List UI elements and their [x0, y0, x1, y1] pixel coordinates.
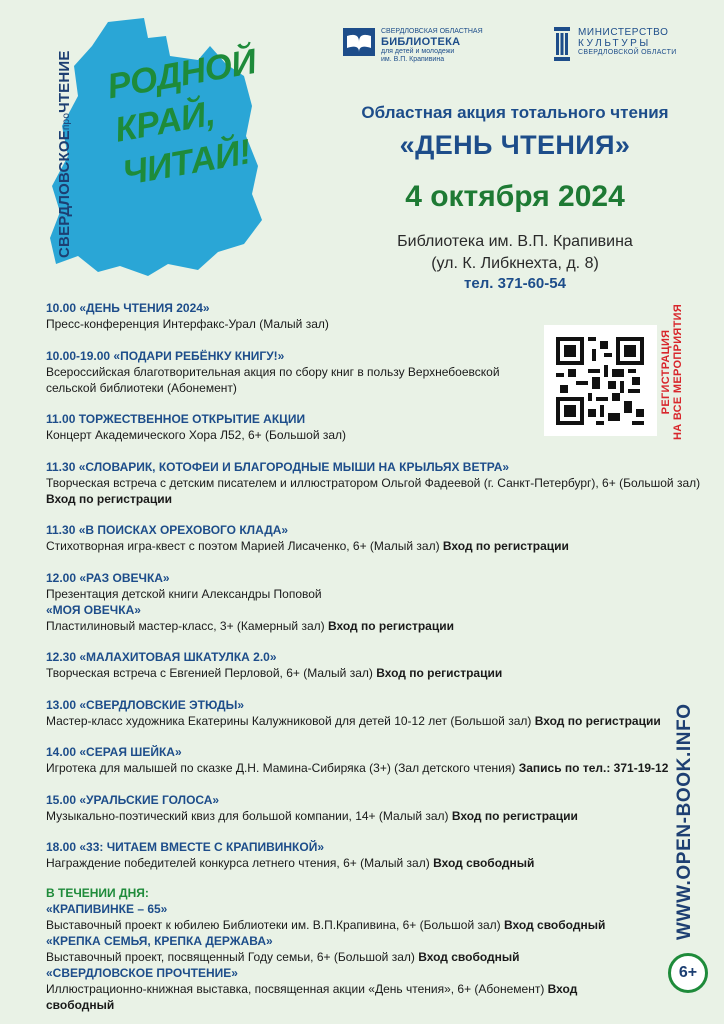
open-book-icon — [343, 28, 375, 56]
event-time-title: 11.00 ТОРЖЕСТВЕННОЕ ОТКРЫТИЕ АКЦИИ — [46, 412, 306, 426]
ministry-line-3: СВЕРДЛОВСКОЙ ОБЛАСТИ — [578, 49, 677, 56]
during-day-section — [46, 885, 646, 1013]
exhibit-desc: Выставочный проект к юбилею Библиотеки им. В.П.Крапивина, 6+ (Большой зал) — [46, 918, 501, 932]
slogan-line-2: КРАЙ, — [111, 93, 218, 150]
list-item — [46, 839, 706, 871]
slogan — [104, 40, 275, 196]
slogan-line-3: ЧИТАЙ! — [119, 132, 254, 194]
library-line-3: для детей и молодежи — [381, 48, 455, 55]
event-desc: Концерт Академического Хора Л52, 6+ (Большой зал) — [46, 428, 347, 442]
registration-label: Вход по регистрации — [451, 809, 578, 823]
event-desc-line-2: сельской библиотеки (Абонемент) — [46, 381, 237, 395]
ministry-line-1: МИНИСТЕРСТВО — [578, 27, 669, 38]
event-title: «ДЕНЬ ЧТЕНИЯ» — [399, 130, 631, 160]
registration-label: Вход по регистрации — [442, 539, 569, 553]
venue-phone: тел. 371-60-54 — [464, 275, 566, 292]
venue-address: (ул. К. Либкнехта, д. 8) — [431, 255, 599, 272]
library-line-2: БИБЛИОТЕКА — [381, 36, 461, 48]
list-item — [46, 300, 706, 332]
event-desc: Игротека для малышей по сказке Д.Н. Мамина-Сибиряка (3+) (Зал детского чтения) — [46, 761, 516, 775]
event-time-title: 11.30 «СЛОВАРИК, КОТОФЕИ И БЛАГОРОДНЫЕ МЫШИ НА КРЫЛЬЯХ ВЕТРА» — [46, 460, 510, 474]
event-time-title: 10.00 «ДЕНЬ ЧТЕНИЯ 2024» — [46, 301, 210, 315]
event-time-title: 18.00 «33: ЧИТАЕМ ВМЕСТЕ С КРАПИВИНКОЙ» — [46, 840, 324, 854]
library-line-1: СВЕРДЛОВСКАЯ ОБЛАСТНАЯ — [381, 28, 483, 35]
exhibit-desc: Выставочный проект, посвященный Году семьи, 6+ (Большой зал) — [46, 950, 415, 964]
event-time-title: 14.00 «СЕРАЯ ШЕЙКА» — [46, 745, 182, 759]
during-day-heading: В ТЕЧЕНИИ ДНЯ: — [46, 886, 149, 900]
event-time-title: 12.00 «РАЗ ОВЕЧКА» — [46, 571, 170, 585]
list-item — [46, 792, 706, 824]
event-desc: Стихотворная игра-квест с поэтом Марией Лисаченко, 6+ (Малый зал) — [46, 539, 440, 553]
event-desc: Награждение победителей конкурса летнего чтения, 6+ (Малый зал) — [46, 856, 430, 870]
vertical-brand-small: про — [61, 112, 72, 131]
event-time-title: 11.30 «В ПОИСКАХ ОРЕХОВОГО КЛАДА» — [46, 523, 289, 537]
list-item — [46, 570, 706, 634]
event-date: 4 октября 2024 — [405, 180, 625, 213]
registration-label: Вход по регистрации — [534, 714, 661, 728]
list-item — [46, 697, 706, 729]
ministry-line-2: КУЛЬТУРЫ — [578, 38, 651, 49]
event-time-title: 13.00 «СВЕРДЛОВСКИЕ ЭТЮДЫ» — [46, 698, 244, 712]
venue-name: Библиотека им. В.П. Крапивина — [397, 233, 633, 250]
website-link[interactable]: WWW.OPEN-BOOK.INFO — [674, 703, 695, 940]
event-desc-2: Пластилиновый мастер-класс, 3+ (Камерный зал) — [46, 619, 325, 633]
exhibit-title: «КРАПИВИНКЕ – 65» — [46, 902, 168, 916]
list-item — [46, 744, 706, 776]
event-desc: Мастер-класс художника Екатерины Калужниковой для детей 10-12 лет (Большой зал) — [46, 714, 532, 728]
list-item — [46, 348, 706, 396]
free-entry-label: Вход свободный — [418, 950, 520, 964]
free-entry-label: Вход свободный — [504, 918, 606, 932]
vertical-brand-title: СВЕРДЛОВСКОЕпроЧТЕНИЕ — [56, 50, 73, 258]
registration-label: Вход по регистрации — [376, 666, 503, 680]
event-desc: Пресс-конференция Интерфакс-Урал (Малый зал) — [46, 317, 329, 331]
registration-label: Вход по регистрации — [327, 619, 454, 633]
ministry-logo — [552, 27, 677, 61]
event-desc: Презентация детской книги Александры Поповой — [46, 587, 322, 601]
library-line-4: им. В.П. Крапивина — [381, 56, 445, 63]
registration-note: РЕГИСТРАЦИЯ НА ВСЕ МЕРОПРИЯТИЯ — [660, 303, 684, 440]
event-desc: Творческая встреча с детским писателем и иллюстратором Ольгой Фадеевой (г. Санкт-Петербург), 6+ (Большой зал) — [46, 476, 701, 490]
library-logo — [343, 28, 483, 64]
list-item — [46, 459, 706, 507]
list-item — [46, 649, 706, 681]
list-item — [46, 522, 706, 554]
event-desc: Музыкально-поэтический квиз для большой компании, 14+ (Малый зал) — [46, 809, 449, 823]
phone-booking-label: Запись по тел.: 371-19-12 — [518, 761, 669, 775]
event-subtitle-title: «МОЯ ОВЕЧКА» — [46, 603, 141, 617]
free-entry-label: Вход свободный — [46, 982, 578, 1012]
exhibit-title: «КРЕПКА СЕМЬЯ, КРЕПКА ДЕРЖАВА» — [46, 934, 273, 948]
event-time-title: 12.30 «МАЛАХИТОВАЯ ШКАТУЛКА 2.0» — [46, 650, 277, 664]
event-time-title: 15.00 «УРАЛЬСКИЕ ГОЛОСА» — [46, 793, 220, 807]
exhibit-title: «СВЕРДЛОВСКОЕ ПРОЧТЕНИЕ» — [46, 966, 238, 980]
list-item — [46, 411, 706, 443]
event-subtitle: Областная акция тотального чтения — [361, 103, 669, 122]
age-rating-badge: 6+ — [668, 953, 708, 993]
slogan-line-1: РОДНОЙ — [104, 41, 259, 107]
event-time-title: 10.00-19.00 «ПОДАРИ РЕБЁНКУ КНИГУ!» — [46, 349, 285, 363]
event-desc: Творческая встреча с Евгенией Перловой, 6+ (Малый зал) — [46, 666, 373, 680]
exhibit-desc: Иллюстрационно-книжная выставка, посвященная акции «День чтения», 6+ (Абонемент) — [46, 982, 545, 996]
registration-label: Вход по регистрации — [46, 492, 172, 506]
free-entry-label: Вход свободный — [433, 856, 535, 870]
event-desc: Всероссийская благотворительная акция по сбору книг в пользу Верхнебоевской — [46, 365, 500, 379]
column-icon — [552, 27, 572, 61]
